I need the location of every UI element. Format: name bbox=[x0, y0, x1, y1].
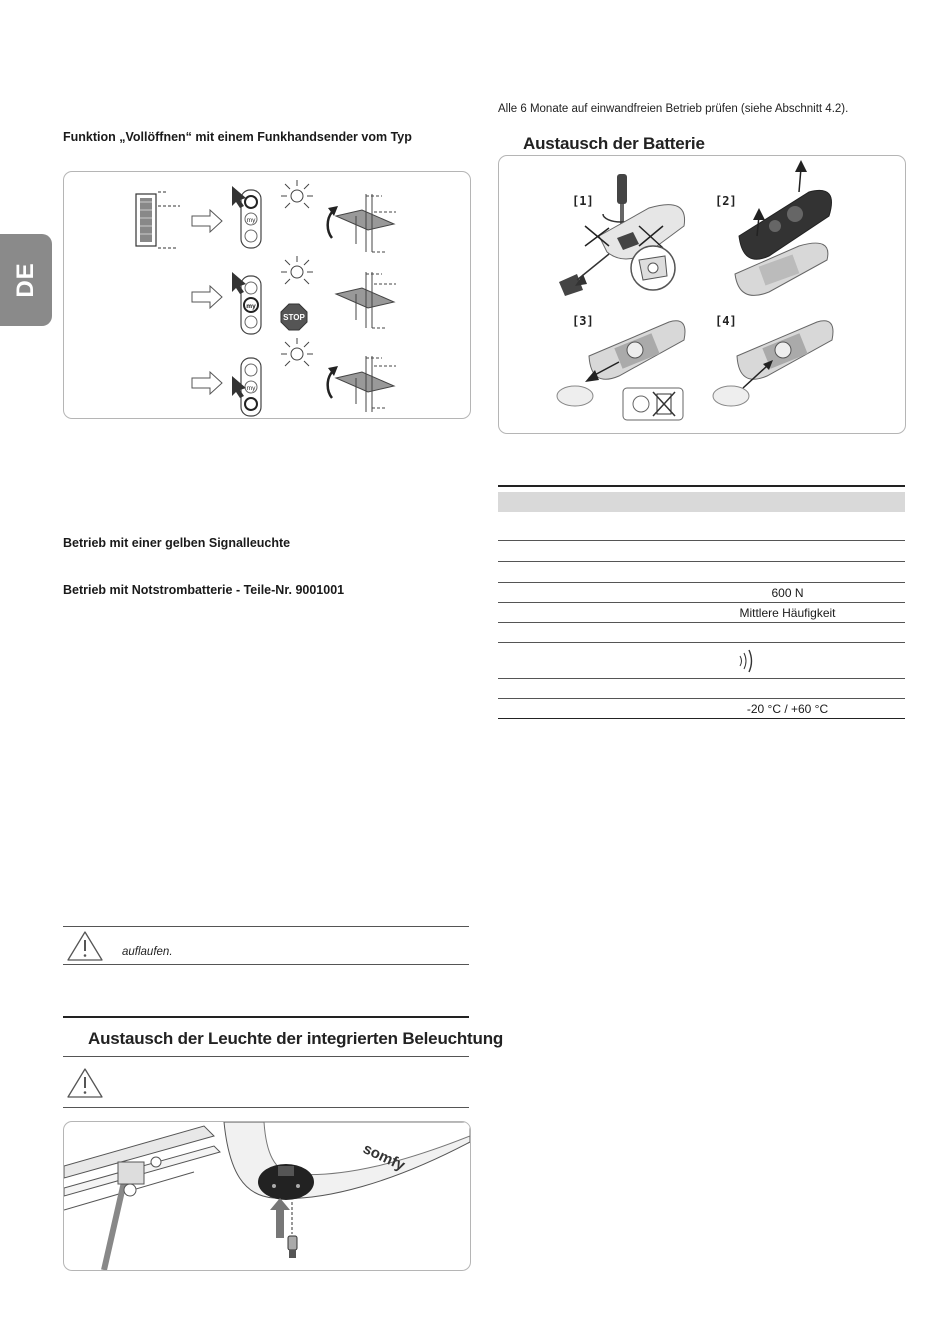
warning-text: auflaufen. bbox=[122, 946, 173, 958]
table-row bbox=[498, 512, 905, 541]
lamp-replacement-illustration bbox=[64, 1122, 470, 1270]
remote-my-label: my bbox=[246, 217, 256, 224]
battery-section-title: Austausch der Batterie bbox=[523, 134, 705, 153]
warning-icon bbox=[66, 1067, 104, 1099]
bulb-icon bbox=[288, 1236, 297, 1258]
up-arrow-icon bbox=[270, 1198, 290, 1238]
table-row bbox=[498, 622, 905, 643]
language-tab bbox=[0, 234, 52, 326]
remote-open-icon bbox=[737, 321, 833, 388]
rail-icon bbox=[64, 1126, 220, 1270]
force-value: 600 N bbox=[771, 586, 804, 600]
signal-light-heading: Betrieb mit einer gelben Signalleuchte bbox=[63, 536, 291, 550]
step-label-2: [2] bbox=[715, 194, 737, 208]
remote-my-label: my bbox=[246, 385, 256, 392]
remote-function-illustration bbox=[64, 172, 470, 418]
table-header bbox=[498, 492, 905, 512]
door-icon bbox=[136, 192, 180, 248]
table-row bbox=[498, 642, 905, 679]
warning-bottom-rule bbox=[63, 964, 469, 965]
section-rule bbox=[63, 1016, 469, 1018]
warning-icon bbox=[66, 930, 104, 962]
lamp-socket-icon bbox=[258, 1164, 314, 1200]
warning2-top-rule bbox=[63, 1056, 469, 1057]
table-top-rule bbox=[498, 485, 905, 487]
maintenance-note: Alle 6 Monate auf einwandfreien Betrieb prüfen (siehe Abschnitt 4.2). bbox=[498, 103, 849, 115]
frequency-value: Mittlere Häufigkeit bbox=[739, 606, 836, 620]
step-label-1: [1] bbox=[572, 194, 594, 208]
flashing-light-icon bbox=[281, 180, 313, 366]
table-row bbox=[498, 561, 905, 583]
step-label-4: [4] bbox=[715, 314, 737, 328]
remote-open-icon bbox=[585, 321, 685, 382]
recycling-bin-icon bbox=[623, 388, 683, 420]
arrow-icon bbox=[192, 210, 222, 394]
brand-logo: somfy bbox=[360, 1140, 408, 1175]
battery-replacement-figure bbox=[498, 155, 906, 434]
radio-wave-icon bbox=[736, 648, 756, 674]
lamp-replacement-figure bbox=[63, 1121, 471, 1271]
remote-cover-icon bbox=[735, 160, 832, 295]
table-row bbox=[498, 678, 905, 699]
gate-icon bbox=[336, 194, 396, 412]
rotate-arrow-icon bbox=[328, 206, 338, 398]
temperature-value: -20 °C / +60 °C bbox=[746, 702, 829, 716]
step-label-3: [3] bbox=[572, 314, 594, 328]
lamp-section-title: Austausch der Leuchte der integrierten Beleuchtung bbox=[88, 1029, 504, 1048]
stop-sign-label: STOP bbox=[283, 313, 305, 322]
warning2-bottom-rule bbox=[63, 1107, 469, 1108]
battery-steps-illustration bbox=[499, 156, 905, 433]
full-open-heading: Funktion „Vollöffnen“ mit einem Funkhandsender vom Typ bbox=[63, 130, 412, 144]
remote-my-label-active: my bbox=[246, 303, 256, 310]
warning-top-rule bbox=[63, 926, 469, 927]
remote-function-figure bbox=[63, 171, 471, 419]
language-tab-label: DE bbox=[12, 262, 39, 298]
backup-battery-heading: Betrieb mit Notstrombatterie - Teile-Nr. 9001001 bbox=[63, 583, 345, 597]
table-row bbox=[498, 540, 905, 562]
